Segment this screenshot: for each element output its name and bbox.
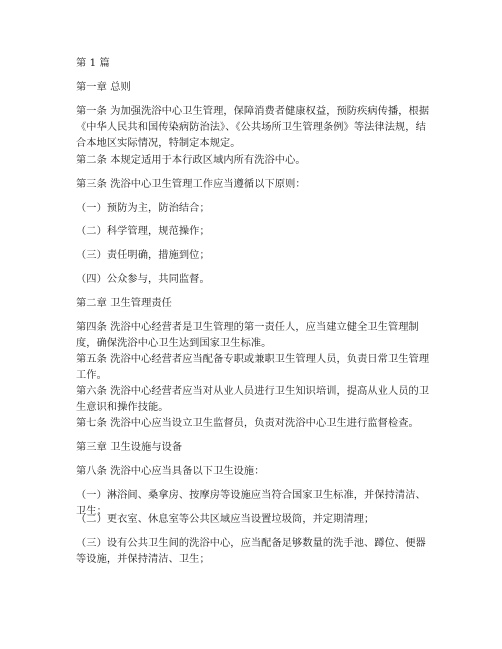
article-paragraph: 第二条 本规定适用于本行政区域内所有洗浴中心。 <box>76 155 306 166</box>
article-paragraph: 第六条 洗浴中心经营者应当对从业人员进行卫生知识培训，提高从业人员的卫生意识和操作技能。 <box>76 386 430 413</box>
chapter-heading: 第一章 总则 <box>76 82 131 93</box>
article-paragraph: 第一条 为加强洗浴中心卫生管理，保障消费者健康权益，预防疾病传播，根据《中华人民共和国传染病防治法》、《公共场所卫生管理条例》等法律法规，结合本地区实际情况，特制定本规定。 <box>76 106 430 149</box>
list-item: （二）更衣室、休息室等公共区域应当设置垃圾筒，并定期清理； <box>76 514 375 525</box>
article-paragraph: 第三条 洗浴中心卫生管理工作应当遵循以下原则： <box>76 179 306 190</box>
document-heading: 第 1 篇 <box>76 58 110 69</box>
list-item: （一）淋浴间、桑拿房、按摩房等设施应当符合国家卫生标准，并保持清洁、卫生； <box>76 490 426 517</box>
list-item: （三）责任明确，措施到位； <box>76 250 210 261</box>
chapter-heading: 第二章 卫生管理责任 <box>76 298 172 309</box>
chapter-heading: 第三章 卫生设施与设备 <box>76 442 183 453</box>
article-paragraph: 第五条 洗浴中心经营者应当配备专职或兼职卫生管理人员，负责日常卫生管理工作。 <box>76 354 430 381</box>
list-item: （三）设有公共卫生间的洗浴中心，应当配备足够数量的洗手池、蹲位、便器等设施，并保持清洁、卫生； <box>76 538 426 565</box>
list-item: （一）预防为主，防治结合； <box>76 203 210 214</box>
list-item: （四）公众参与，共同监督。 <box>76 274 210 285</box>
list-item: （二）科学管理，规范操作； <box>76 226 210 237</box>
article-paragraph: 第八条 洗浴中心应当具备以下卫生设施： <box>76 466 265 477</box>
article-paragraph: 第七条 洗浴中心应当设立卫生监督员，负责对洗浴中心卫生进行监督检查。 <box>76 418 419 429</box>
article-paragraph: 第四条 洗浴中心经营者是卫生管理的第一责任人，应当建立健全卫生管理制度，确保洗浴中心卫生达到国家卫生标准。 <box>76 322 419 349</box>
